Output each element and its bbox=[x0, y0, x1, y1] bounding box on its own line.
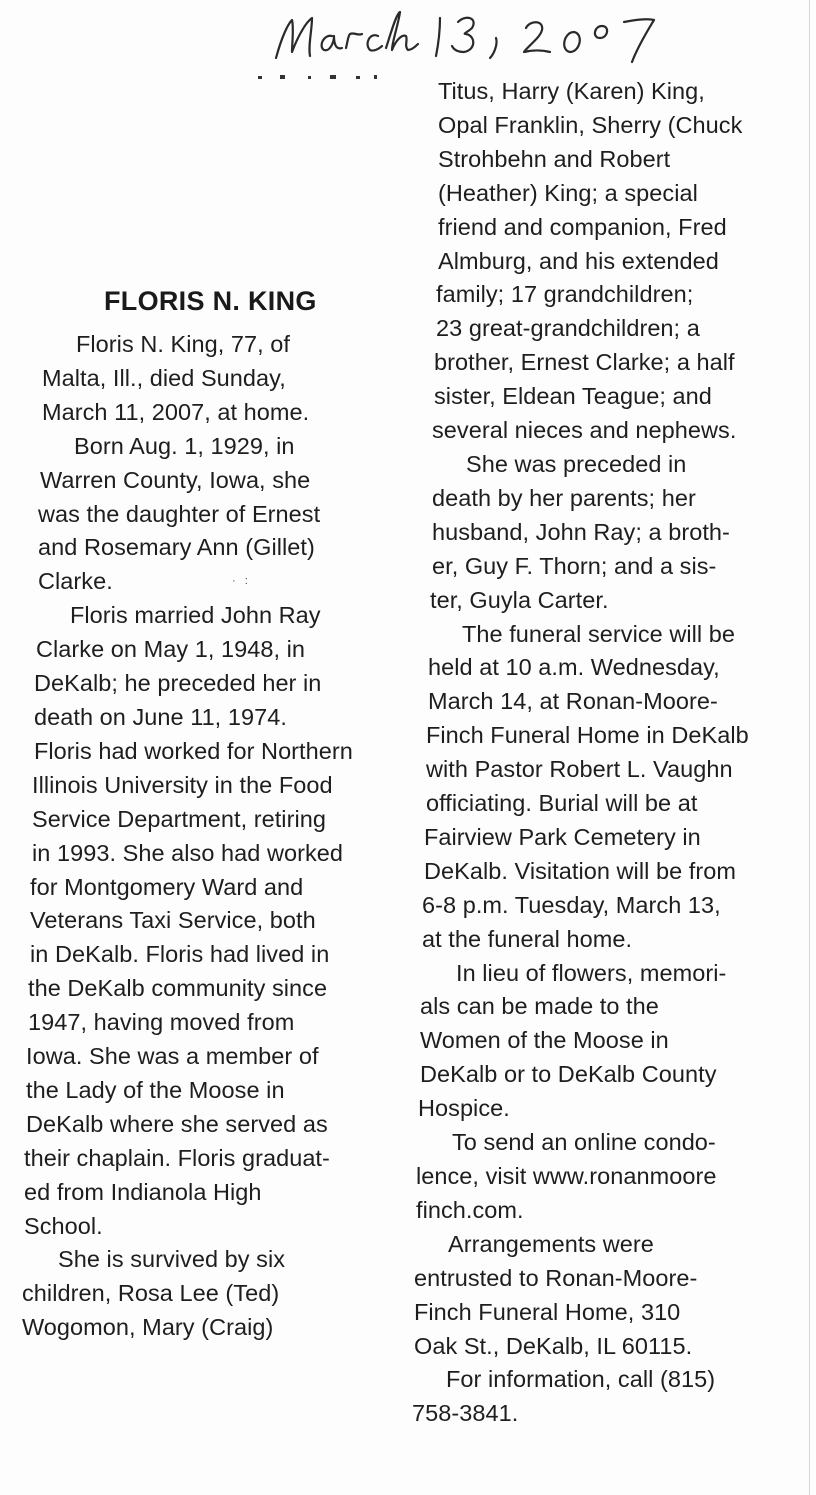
text-line: at the funeral home. bbox=[422, 925, 633, 952]
print-speck: · : bbox=[232, 575, 251, 587]
text-line: friend and companion, Fred bbox=[438, 213, 727, 240]
obituary-headline: FLORIS N. KING bbox=[104, 286, 317, 316]
text-line: in 1993. She also had worked bbox=[32, 839, 344, 866]
text-line: DeKalb. Visitation will be from bbox=[424, 857, 736, 884]
text-line: March 11, 2007, at home. bbox=[42, 398, 310, 425]
text-line: Wogomon, Mary (Craig) bbox=[22, 1314, 274, 1341]
text-line: DeKalb or to DeKalb County bbox=[420, 1061, 717, 1088]
text-line: husband, John Ray; a broth- bbox=[432, 518, 730, 545]
text-line: children, Rosa Lee (Ted) bbox=[22, 1280, 280, 1307]
text-line: Iowa. She was a member of bbox=[26, 1043, 319, 1070]
text-line: Strohbehn and Robert bbox=[438, 145, 671, 172]
obituary-left-column bbox=[22, 328, 406, 1345]
text-line: (Heather) King; a special bbox=[438, 179, 698, 206]
text-line: Warren County, Iowa, she bbox=[40, 466, 311, 493]
text-line: 1947, having moved from bbox=[28, 1009, 295, 1036]
text-line: Finch Funeral Home in DeKalb bbox=[426, 722, 749, 749]
text-line: To send an online condo- bbox=[452, 1129, 716, 1156]
text-line: Oak St., DeKalb, IL 60115. bbox=[414, 1332, 693, 1359]
text-line: Clarke on May 1, 1948, in bbox=[36, 636, 306, 663]
obituary-right-column bbox=[412, 75, 804, 1431]
text-line: death on June 11, 1974. bbox=[34, 703, 287, 730]
text-line: Arrangements were bbox=[448, 1230, 654, 1257]
text-line: their chaplain. Floris graduat- bbox=[24, 1144, 330, 1171]
text-line: Floris N. King, 77, of bbox=[76, 331, 290, 357]
text-line: and Rosemary Ann (Gillet) bbox=[38, 534, 315, 561]
text-line: She was preceded in bbox=[466, 450, 687, 477]
text-line: als can be made to the bbox=[420, 993, 659, 1020]
text-line: Veterans Taxi Service, both bbox=[30, 907, 316, 934]
text-line: She is survived by six bbox=[58, 1246, 286, 1273]
text-line: the DeKalb community since bbox=[28, 975, 328, 1002]
text-line: Born Aug. 1, 1929, in bbox=[74, 432, 295, 459]
handwritten-date-script bbox=[262, 6, 682, 70]
text-line: The funeral service will be bbox=[462, 620, 736, 647]
text-line: Service Department, retiring bbox=[32, 805, 326, 832]
text-line: Malta, Ill., died Sunday, bbox=[42, 364, 286, 391]
text-line: 758-3841. bbox=[412, 1400, 519, 1427]
text-line: Clarke. bbox=[38, 568, 113, 595]
text-line: was the daughter of Ernest bbox=[38, 500, 321, 527]
text-line: 23 great-grandchildren; a bbox=[436, 315, 700, 342]
text-line: School. bbox=[24, 1212, 103, 1239]
text-line: for Montgomery Ward and bbox=[30, 873, 304, 900]
text-line: held at 10 a.m. Wednesday, bbox=[428, 654, 720, 681]
text-line: March 14, at Ronan-Moore- bbox=[428, 688, 718, 715]
text-line: ter, Guyla Carter. bbox=[430, 586, 609, 613]
text-line: In lieu of flowers, memori- bbox=[456, 959, 727, 986]
text-line: lence, visit www.ronanmoore bbox=[416, 1163, 717, 1189]
text-line: Women of the Moose in bbox=[420, 1027, 669, 1054]
text-line: sister, Eldean Teague; and bbox=[434, 383, 712, 410]
text-line: Finch Funeral Home, 310 bbox=[414, 1298, 681, 1325]
text-line: DeKalb; he preceded her in bbox=[34, 670, 322, 697]
torn-text-fragment bbox=[252, 70, 392, 80]
text-line: ed from Indianola High bbox=[24, 1178, 262, 1205]
text-line: Opal Franklin, Sherry (Chuck bbox=[438, 111, 743, 138]
text-line: Almburg, and his extended bbox=[438, 247, 719, 274]
text-line: Illinois University in the Food bbox=[32, 771, 333, 798]
text-line: Fairview Park Cemetery in bbox=[424, 823, 701, 850]
text-line: death by her parents; her bbox=[432, 484, 696, 511]
text-line: DeKalb where she served as bbox=[26, 1110, 328, 1137]
text-line: Hospice. bbox=[418, 1095, 510, 1122]
text-line: the Lady of the Moose in bbox=[26, 1076, 285, 1103]
text-line: brother, Ernest Clarke; a half bbox=[434, 349, 735, 376]
text-line: entrusted to Ronan-Moore- bbox=[414, 1264, 698, 1291]
text-line: Floris had worked for Northern bbox=[34, 737, 353, 764]
text-line: officiating. Burial will be at bbox=[426, 790, 698, 817]
text-line: with Pastor Robert L. Vaughn bbox=[426, 756, 733, 783]
text-line: er, Guy F. Thorn; and a sis- bbox=[432, 552, 717, 579]
text-line: Floris married John Ray bbox=[70, 602, 321, 629]
text-line: 6-8 p.m. Tuesday, March 13, bbox=[422, 891, 721, 918]
handwritten-date-annotation bbox=[262, 6, 682, 70]
text-line: Titus, Harry (Karen) King, bbox=[438, 78, 705, 104]
text-line: several nieces and nephews. bbox=[432, 417, 737, 444]
page-edge bbox=[809, 0, 810, 1495]
text-line: For information, call (815) bbox=[446, 1366, 716, 1393]
text-line: family; 17 grandchildren; bbox=[436, 281, 694, 308]
text-line: finch.com. bbox=[416, 1196, 524, 1223]
text-line: in DeKalb. Floris had lived in bbox=[30, 941, 330, 968]
